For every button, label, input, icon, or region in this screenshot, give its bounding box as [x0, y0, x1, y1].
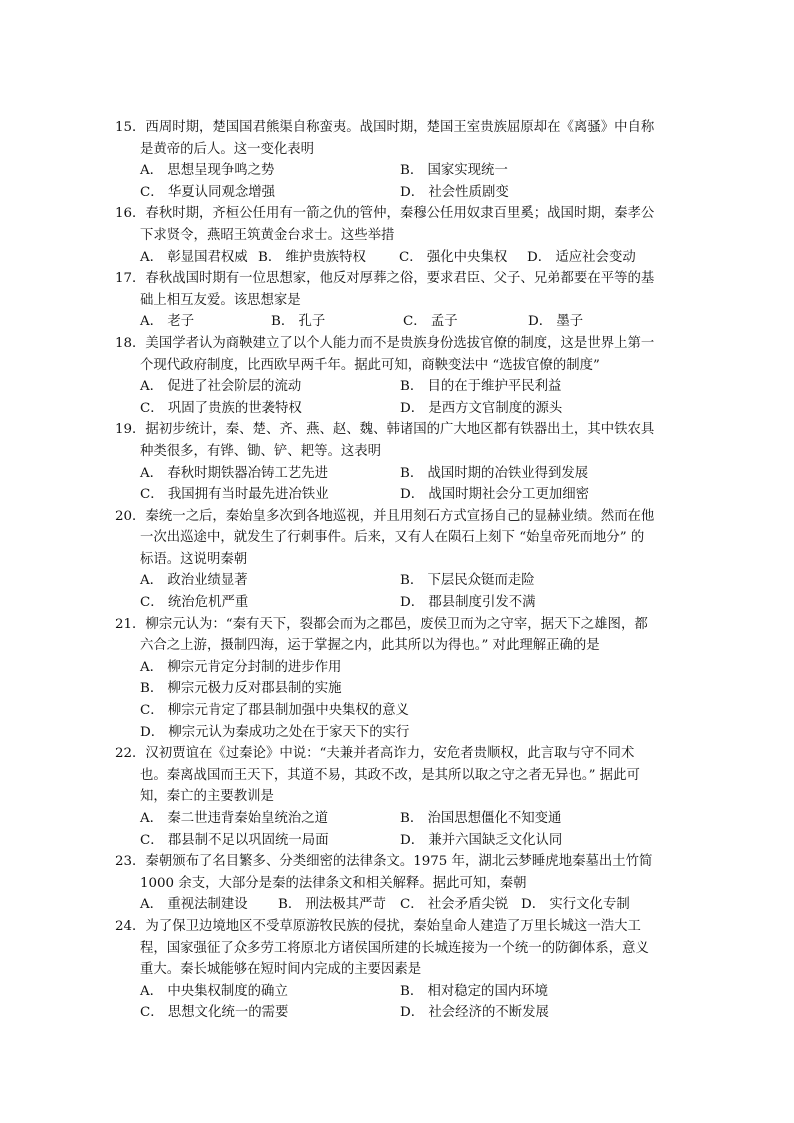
option-a: A． 中央集权制度的确立: [140, 983, 288, 999]
question-22: [115, 743, 680, 851]
option-a: A． 柳宗元肯定分封制的进步作用: [140, 659, 342, 675]
question-stem-line: 23．秦朝颁布了名目繁多、分类细密的法律条文。1975 年，湖北云梦睡虎地秦墓出土竹简: [115, 854, 653, 870]
option-c: C． 巩固了贵族的世袭特权: [140, 400, 302, 416]
question-stem-line: 种类很多，有铧、锄、铲、耙等。这表明: [140, 443, 382, 459]
question-16: [115, 203, 680, 268]
option-c: C． 柳宗元肯定了郡县制加强中央集权的意义: [140, 703, 409, 719]
question-stem-line: 是黄帝的后人。这一变化表明: [140, 141, 315, 157]
option-b: B． 柳宗元极力反对郡县制的实施: [140, 681, 342, 697]
option-c: C． 统治危机严重: [140, 595, 249, 611]
question-stem-line: 16．春秋时期，齐桓公任用有一箭之仇的管仲，秦穆公任用奴隶百里奚；战国时期，秦孝公: [115, 206, 655, 222]
option-a: A． 促进了社会阶层的流动: [140, 379, 302, 395]
option-d: D． 柳宗元认为秦成功之处在于家天下的实行: [140, 724, 410, 740]
question-23: [115, 851, 680, 916]
option-b: B． 下层民众铤而走险: [400, 573, 535, 589]
option-c: C． 思想文化统一的需要: [140, 1005, 289, 1021]
question-stem-line: 21．柳宗元认为：“秦有天下，裂都会而为之郡邑，废侯卫而为之守宰，据天下之雄图，都: [115, 616, 648, 632]
option-b: B． 孔子: [271, 314, 326, 330]
question-21: [115, 614, 680, 744]
option-d: D． 适应社会变动: [527, 249, 636, 265]
question-stem-line: 知，秦亡的主要教训是: [140, 789, 274, 805]
question-stem-line: 重大。秦长城能够在短时间内完成的主要因素是: [140, 962, 422, 978]
question-stem-line: 个现代政府制度，比西欧早两千年。据此可知，商鞅变法中 “选拔官僚的制度”: [140, 357, 600, 373]
question-stem-line: 程，国家强征了众多劳工将原北方诸侯国所建的长城连接为一个统一的防御体系，意义: [140, 940, 649, 956]
option-d: D． 社会性质剧变: [400, 184, 509, 200]
option-b: B． 治国思想僵化不知变通: [400, 811, 562, 826]
question-stem-line: 24．为了保卫边境地区不受草原游牧民族的侵扰，秦始皇命人建造了万里长城这一浩大工: [115, 918, 641, 934]
question-stem-line: 17．春秋战国时期有一位思想家，他反对厚葬之俗，要求君臣、父子、兄弟都要在平等的基: [115, 271, 655, 287]
question-19: [115, 419, 680, 505]
question-stem-line: 18．美国学者认为商鞅建立了以个人能力而不是贵族身份选拔官僚的制度，这是世界上第一: [115, 335, 655, 351]
option-d: D． 兼并六国缺乏文化认同: [400, 832, 563, 848]
question-20: [115, 506, 680, 614]
question-18: [115, 333, 680, 419]
option-b: B． 目的在于维护平民利益: [400, 379, 562, 395]
option-a: A． 思想呈现争鸣之势: [140, 163, 275, 179]
option-b: B． 刑法极其严苛: [278, 897, 386, 913]
option-c: C． 郡县制不足以巩固统一局面: [140, 832, 329, 848]
option-a: A． 重视法制建设: [140, 897, 248, 913]
question-stem-line: 六合之上游，摄制四海，运于掌握之内，此其所以为得也。” 对此理解正确的是: [140, 638, 600, 654]
option-b: B． 相对稳定的国内环境: [400, 983, 549, 999]
option-b: B． 维护贵族特权: [258, 249, 366, 265]
question-stem-line: 础上相互友爱。该思想家是: [140, 292, 301, 308]
option-a: A． 政治业绩显著: [140, 573, 248, 589]
option-c: C． 社会矛盾尖锐: [400, 897, 509, 913]
option-d: D． 是西方文官制度的源头: [400, 400, 563, 416]
exam-page: [115, 117, 680, 1024]
option-d: D． 社会经济的不断发展: [400, 1005, 549, 1021]
question-stem-line: 20．秦统一之后，秦始皇多次到各地巡视，并且用刻石方式宣扬自己的显赫业绩。然而在他: [115, 508, 655, 524]
option-c: C． 华夏认同观念增强: [140, 184, 276, 200]
question-stem-line: 1000 余支，大部分是秦的法律条文和相关解释。据此可知，秦朝: [140, 875, 527, 891]
question-stem-line: 也。秦离战国而王天下，其道不易，其政不改，是其所以取之守之者无异也。” 据此可: [140, 767, 640, 783]
option-a: A． 春秋时期铁器冶铸工艺先进: [140, 465, 329, 481]
option-d: D． 战国时期社会分工更加细密: [400, 487, 590, 503]
question-stem-line: 22．汉初贾谊在《过秦论》中说：“夫兼并者高诈力，安危者贵顺权，此言取与守不同术: [115, 746, 635, 762]
question-15: [115, 117, 680, 203]
option-b: B． 国家实现统一: [400, 163, 508, 179]
option-a: A． 秦二世违背秦始皇统治之道: [140, 811, 329, 826]
option-c: C． 强化中央集权: [399, 249, 508, 265]
question-stem-line: 标语。这说明秦朝: [140, 551, 248, 567]
option-d: D． 墨子: [528, 314, 584, 330]
question-stem-line: 19．据初步统计，秦、楚、齐、燕、赵、魏、韩诸国的广大地区都有铁器出土，其中铁农具: [115, 422, 655, 438]
question-stem-line: 15．西周时期，楚国国君熊渠自称蛮夷。战国时期，楚国王室贵族屈原却在《离骚》中自称: [115, 120, 655, 135]
option-c: C． 我国拥有当时最先进冶铁业: [140, 487, 329, 503]
question-24: [115, 916, 680, 1024]
question-17: [115, 268, 680, 333]
option-a: A． 老子: [140, 314, 195, 330]
question-stem-line: 下求贤令，燕昭王筑黄金台求士。这些举措: [140, 227, 395, 243]
option-b: B． 战国时期的冶铁业得到发展: [400, 465, 589, 481]
option-a: A． 彰显国君权威: [140, 249, 248, 265]
question-stem-line: 一次出巡途中，就发生了行刺事件。后来，又有人在陨石上刻下 “始皇帝死而地分” 的: [140, 530, 645, 546]
option-c: C． 孟子: [403, 314, 458, 330]
option-d: D． 郡县制度引发不满: [400, 595, 536, 611]
option-d: D． 实行文化专制: [521, 897, 630, 913]
